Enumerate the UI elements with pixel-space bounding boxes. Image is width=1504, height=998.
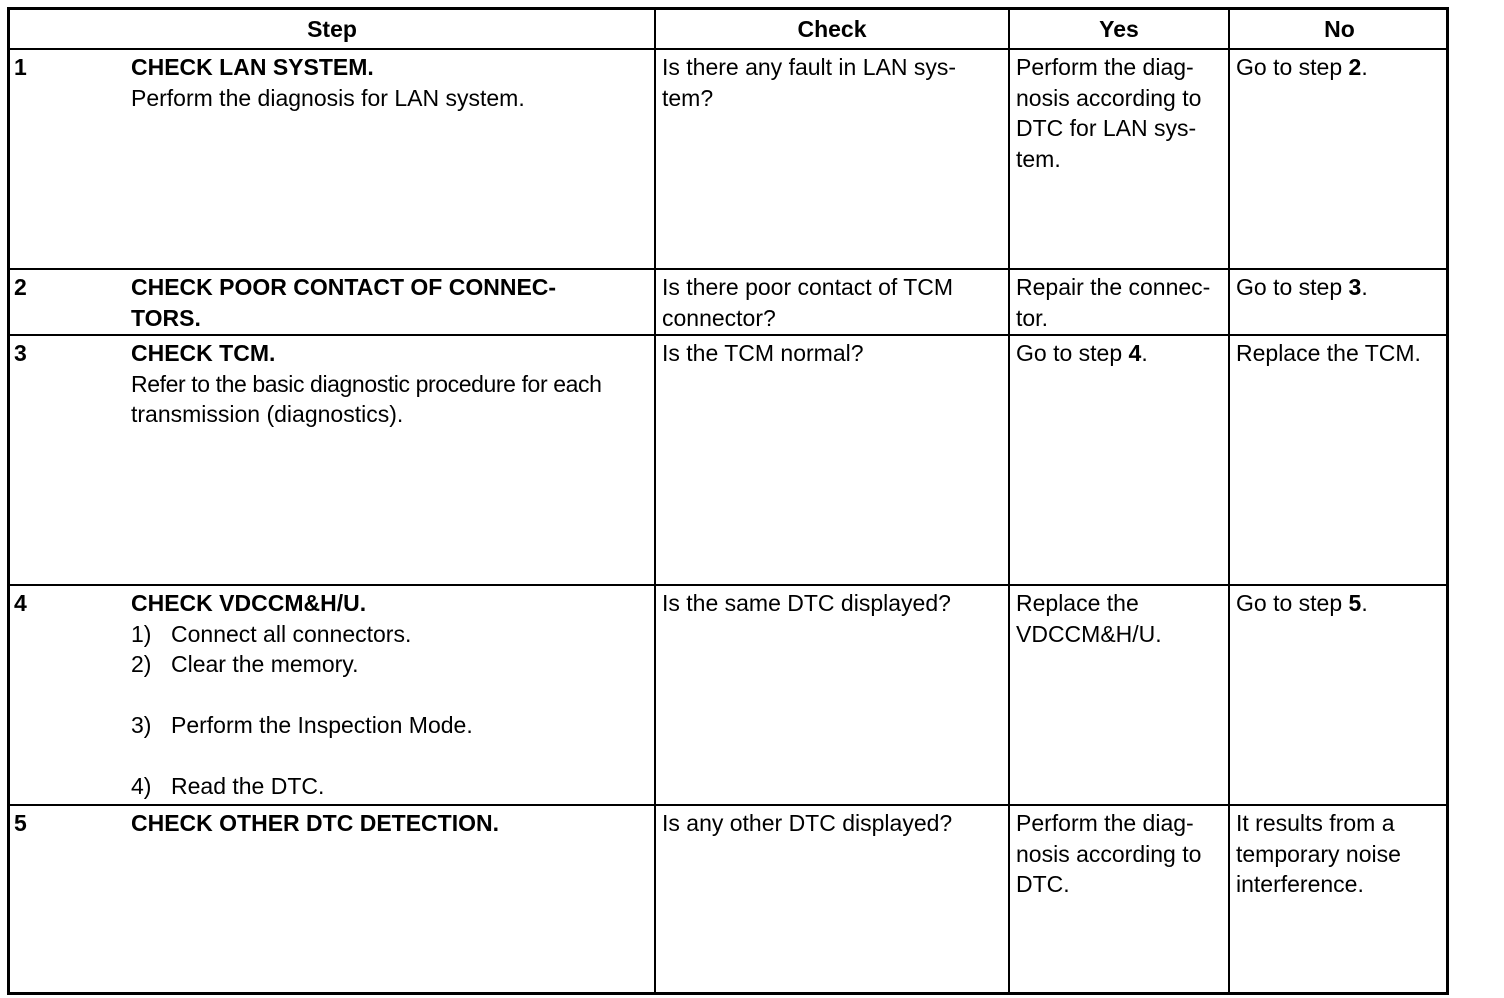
yes-cell — [1008, 270, 1228, 334]
yes-text: Perform the diag- — [1016, 810, 1194, 836]
header-no: No — [1228, 10, 1449, 48]
no-suffix: . — [1361, 274, 1368, 300]
spacer — [131, 680, 650, 711]
procedure-text: Perform the Inspection Mode. — [171, 712, 473, 738]
yes-text: Repair the connec- — [1016, 274, 1211, 300]
step-number: 2 — [14, 274, 27, 300]
no-cell — [1228, 50, 1449, 268]
yes-cell — [1008, 806, 1228, 992]
step-cell — [10, 806, 654, 992]
procedure-item — [131, 771, 650, 802]
step-number: 1 — [14, 54, 27, 80]
check-text: tem? — [662, 84, 714, 111]
step-cell — [10, 586, 654, 804]
yes-cell — [1008, 586, 1228, 804]
procedure-number: 1) — [131, 620, 152, 647]
step-cell — [10, 50, 654, 268]
check-cell — [654, 586, 1008, 804]
step-title: CHECK OTHER DTC DETECTION. — [131, 810, 499, 836]
yes-text: VDCCM&H/U. — [1016, 620, 1162, 647]
step-title: TORS. — [131, 304, 201, 331]
check-text: Is the same DTC displayed? — [662, 590, 951, 616]
procedure-text: Clear the memory. — [171, 651, 359, 677]
step-title: CHECK VDCCM&H/U. — [131, 590, 367, 616]
diagnostic-table — [7, 7, 1449, 995]
no-step-ref: 2 — [1348, 54, 1362, 80]
procedure-item — [131, 619, 650, 650]
no-text — [1236, 588, 1443, 619]
no-cell — [1228, 336, 1449, 584]
yes-text: DTC for LAN sys- — [1016, 115, 1197, 141]
no-prefix: Go to step — [1236, 590, 1349, 616]
step-title: CHECK LAN SYSTEM. — [131, 54, 374, 80]
no-text: temporary noise — [1236, 840, 1401, 867]
no-text: Replace the TCM. — [1236, 340, 1421, 366]
procedure-item — [131, 710, 650, 741]
step-cell — [10, 336, 654, 584]
table-row — [10, 48, 1446, 268]
check-cell — [654, 806, 1008, 992]
step-description — [131, 52, 650, 113]
no-step-ref: 5 — [1348, 590, 1362, 616]
check-text: Is there any fault in LAN sys- — [662, 54, 957, 80]
no-prefix: Go to step — [1236, 274, 1349, 300]
no-cell — [1228, 806, 1449, 992]
step-title: CHECK TCM. — [131, 340, 276, 366]
yes-text — [1016, 338, 1222, 369]
step-text: Refer to the basic diagnostic procedure for each — [131, 370, 602, 397]
step-number: 4 — [14, 590, 27, 616]
step-title: CHECK POOR CONTACT OF CONNEC- — [131, 274, 557, 300]
no-cell — [1228, 586, 1449, 804]
yes-text: DTC. — [1016, 871, 1070, 897]
check-cell — [654, 50, 1008, 268]
yes-step-ref: 4 — [1128, 340, 1142, 366]
check-cell — [654, 270, 1008, 334]
no-suffix: . — [1361, 54, 1368, 80]
yes-text: tor. — [1016, 304, 1048, 331]
no-text: interference. — [1236, 871, 1364, 897]
yes-text: nosis according to — [1016, 840, 1202, 867]
procedure-item — [131, 649, 650, 680]
step-number: 3 — [14, 340, 27, 366]
check-text: connector? — [662, 304, 776, 331]
check-cell — [654, 336, 1008, 584]
header-check: Check — [654, 10, 1008, 48]
no-suffix: . — [1361, 590, 1368, 616]
header-yes: Yes — [1008, 10, 1228, 48]
step-description — [131, 338, 650, 430]
table-row — [10, 584, 1446, 804]
procedure-number: 3) — [131, 712, 152, 738]
table-row — [10, 334, 1446, 584]
yes-text: Replace the — [1016, 590, 1139, 616]
check-text: Is there poor contact of TCM — [662, 274, 954, 300]
yes-prefix: Go to step — [1016, 340, 1129, 366]
step-description — [131, 588, 650, 802]
yes-text: nosis according to — [1016, 84, 1202, 111]
step-cell — [10, 270, 654, 334]
yes-text: tem. — [1016, 145, 1061, 172]
spacer — [131, 741, 650, 772]
yes-text: Perform the diag- — [1016, 54, 1194, 80]
table-header-row — [10, 10, 1446, 48]
header-step: Step — [307, 16, 357, 42]
procedure-number: 4) — [131, 773, 152, 799]
table-row — [10, 804, 1446, 992]
step-text: Perform the diagnosis for LAN system. — [131, 84, 525, 111]
procedure-number: 2) — [131, 651, 152, 677]
step-description — [131, 272, 650, 333]
procedure-text: Read the DTC. — [171, 773, 325, 799]
procedure-text: Connect all connectors. — [171, 620, 412, 647]
no-text — [1236, 272, 1443, 303]
check-text: Is the TCM normal? — [662, 340, 864, 366]
step-text: transmission (diagnostics). — [131, 401, 404, 427]
yes-cell — [1008, 336, 1228, 584]
no-step-ref: 3 — [1348, 274, 1362, 300]
no-cell — [1228, 270, 1449, 334]
yes-suffix: . — [1141, 340, 1148, 366]
no-text — [1236, 52, 1443, 83]
yes-cell — [1008, 50, 1228, 268]
step-description — [131, 808, 650, 839]
check-text: Is any other DTC displayed? — [662, 810, 953, 836]
no-text: It results from a — [1236, 810, 1395, 836]
step-number: 5 — [14, 810, 27, 836]
table-row — [10, 268, 1446, 334]
no-prefix: Go to step — [1236, 54, 1349, 80]
